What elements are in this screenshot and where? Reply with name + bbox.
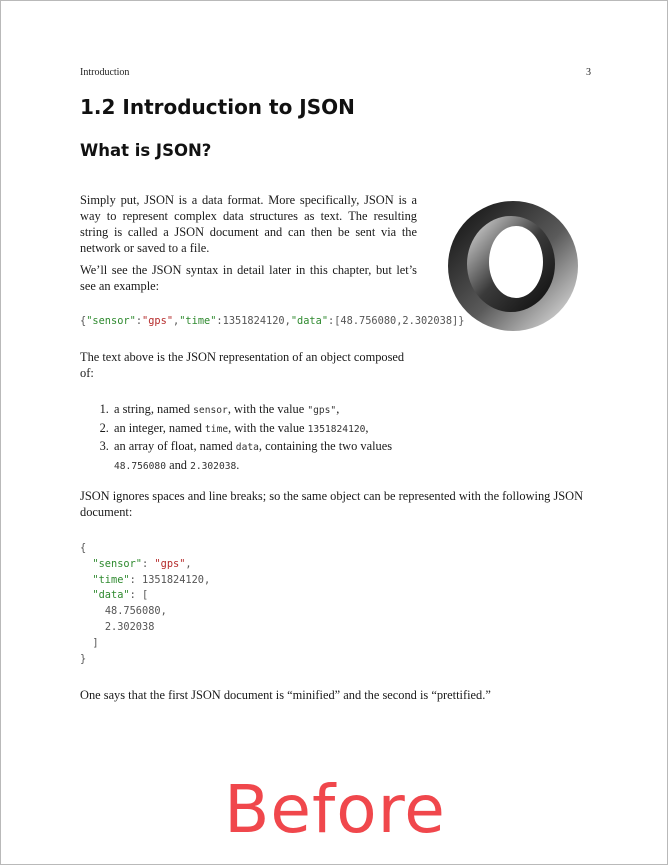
prettified-json-example: { "sensor": "gps", "time": 1351824120, "data": [ 48.756080, 2.302038 ] } xyxy=(80,542,211,665)
intro-paragraph: Simply put, JSON is a data format. More specifically, JSON is a way to represent complex data structures as text. The resulting string is called a JSON document and can then be sent via the network or saved to a file. xyxy=(80,193,417,255)
subsection-heading: What is JSON? xyxy=(80,141,212,160)
list-item: 1. a string, named sensor, with the value "gps", xyxy=(112,401,432,420)
object-members-list xyxy=(98,401,432,475)
header-section-title: Introduction xyxy=(80,67,130,78)
running-header xyxy=(80,67,591,78)
json-logo-icon xyxy=(447,200,579,332)
page-number: 3 xyxy=(586,67,591,78)
whitespace-paragraph: JSON ignores spaces and line breaks; so the same object can be represented with the following JSON document: xyxy=(80,489,584,519)
conclusion-paragraph: One says that the first JSON document is “minified” and the second is “prettified.” xyxy=(80,688,491,702)
section-heading: 1.2 Introduction to JSON xyxy=(80,95,355,119)
object-description-paragraph: The text above is the JSON representation of an object composed of: xyxy=(80,350,405,380)
example-intro-paragraph: We’ll see the JSON syntax in detail later in this chapter, but let’s see an example: xyxy=(80,263,417,293)
before-watermark: Before xyxy=(224,771,446,848)
list-item: 3. an array of float, named data, containing the two values 48.756080 and 2.302038. xyxy=(112,438,432,475)
minified-json-example: {"sensor":"gps","time":1351824120,"data":[48.756080,2.302038]} xyxy=(80,315,465,327)
list-item: 2. an integer, named time, with the value 1351824120, xyxy=(112,420,432,439)
